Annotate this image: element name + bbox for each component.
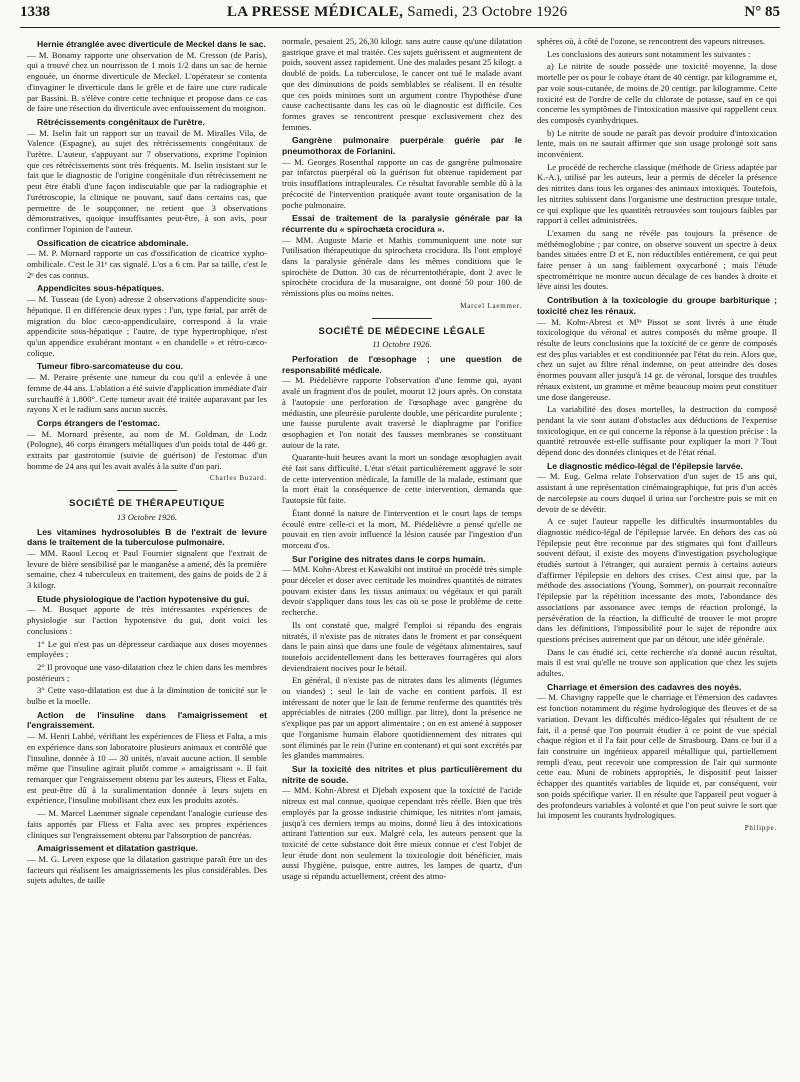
article-heading: Appendicites sous-hépatiques.	[37, 283, 165, 294]
header-rule	[20, 27, 780, 28]
article-heading: Sur la toxicité des nitrites et plus particulièrement du nitrite de soude.	[282, 764, 522, 785]
article-text: sphères où, à côté de l'ozone, se rencontrent des vapeurs nitreuses.	[537, 36, 766, 46]
author-signature: Philippe.	[744, 823, 777, 832]
journal-title	[227, 4, 567, 21]
article-text: Étant donné la nature de l'intervention et le court laps de temps écoulé entre celle-ci et la mort, M. Piédelièvre a pensé qu'elle ne pouvait en rien avoir influencé la lésion causée par l'ingestion d'un morceau d'os.	[282, 507, 522, 550]
column-3	[537, 36, 777, 838]
article-heading: Hernie étranglée avec diverticule de Meckel dans le sac.	[37, 39, 266, 49]
article-text: b) Le nitrite de soude ne paraît pas devoir produire d'intoxication lente, mais on ne saurait affirmer que son usage prolongé soit sans inconvénient.	[537, 127, 777, 160]
article-text: — M. P. Mornard rapporte un cas d'ossification de cicatrice xypho-ombilicale. C'est le 31ᵉ cas signalé. L'os a 6 cm. Par sa taille, c'est le 2ᵉ des cas connus.	[27, 248, 267, 280]
article-text: Les conclusions des auteurs sont notamment les suivantes :	[547, 48, 751, 59]
article-text: — M. Piédelièvre rapporte l'observation d'une femme qui, ayant avalé un fragment d'os de poulet, mourut 12 jours après. On constata à l'autopsie une perforation de l'œsophage avec gangrène du médiastin, une pleurésie purulente double, une péricardite purulente ; une fausse purulente avait traversé le diaphragme par l'orifice œsophagien et l'on notait des fausses membranes se constituant autour de la rate.	[282, 375, 522, 450]
article-text: — M. Mornard présente, au nom de M. Goldman, de Lodz (Pologne), 46 corps étrangers métalliques d'un poids total de 446 gr. extraits par gastrotomie (suivie de guérison) de l'estomac d'un homme de 24 ans qui les avait avalés à la suite d'un pari.	[27, 428, 267, 471]
article-text: 1° Le gui n'est pas un dépresseur cardiaque aux doses moyennes employées ;	[27, 638, 267, 660]
article-text: L'examen du sang ne révèle pas toujours la présence de méthémoglobine ; par contre, on observe souvent un spectre à deux bandes situées entre D et E, non réductibles entièrement, ce qui peut faire penser à un sang faiblement oxycarboné ; mais l'étude spectrométrique ne montre aucun décalage de ces bandes à droite et lève ainsi les doutes.	[537, 227, 777, 292]
article-text: — M. Peraire présente une tumeur du cou qu'il a enlevée à une femme de 44 ans. L'ablation a été suivie d'application immédiate d'air surchauffé à 1.800°. Cette tumeur avait été traitée auparavant par les rayons X et le radium sans aucun succès.	[27, 372, 267, 415]
issue-date: Samedi, 23 Octobre 1926	[407, 4, 568, 20]
article-text: normale, pesaient 25, 26,30 kilogr. sans autre cause qu'une dilatation gastrique grave et mal traitée. Ces sujets guérissent et augmentent de poids, souvent assez rapidement. Une des malades pesant 25 kilogr. a doublé de poids. La tuberculose, le cancer ont tué le malade avant que des diminutions de poids semblables se réalisent. Il en résulte que ces poids minimes sont un argument contre l'hypothèse d'une cause cachectisante dans les cas où le diagnostic est difficile. Ces formes graves se rencontrent presque exclusivement chez des femmes.	[282, 36, 522, 132]
article-heading: Ossification de cicatrice abdominale.	[37, 237, 189, 248]
section-divider	[117, 490, 177, 491]
article-text: — M. Iselin fait un rapport sur un travail de M. Miralles Vila, de Valence (Espagne), au sujet des rétrécissements congénitaux de l'urètre. L'auteur, s'appuyant sur 7 observations, exprime l'opinion que ces rétrécissements sont très fréquents. M. Iselin insistant sur le fait que le diagnostic de l'origine congénitale d'un rétrécissement ne peut être établi d'une façon indiscutable que par la radiographie et l'urétroscopie, la clinique ne pouvant, sauf dans certains cas, que permettre de le soupçonner, ne retient que 3 observations démonstratives, quoique insuffisantes peut-être, à son avis, pour confirmer l'opinion de l'auteur.	[27, 127, 267, 234]
article-text: En général, il n'existe pas de nitrates dans les aliments (légumes ou viandes) ; seul le lait de vache en contient parfois. Il est intéressant de noter que le lait de femme renferme des quantités très appréciables de nitrates (200 milligr. par litre), dont la présence ne s'explique pas par un apport alimentaire ; on en est amené à supposer que l'organisme humain élabore quotidiennement des nitrates qui sont éliminés par le rein (l'urine en contenant) et qui sont excrétés par les glandes mammaires.	[282, 675, 522, 761]
article-text: — M. Marcel Laemmer signale cependant l'analogie curieuse des faits apportés par Fliess et Falta avec ses propres expériences cliniques sur l'engraissement obtenu par l'absorption de pancréas.	[27, 808, 267, 840]
author-signature: Charles Buzard.	[209, 474, 267, 483]
article-text: — M. Georges Rosenthal rapporte un cas de gangrène pulmonaire par infarctus puerpéral où la guérison fut obtenue rapidement par trois insufflations intrapleurales. Ce résultat favorable semble dû à la précocité de l'intervention pratiquée avant toute organisation de la poche pulmonaire.	[282, 156, 522, 210]
article-text: — M. Eug. Gelma relate l'observation d'un sujet de 15 ans qui, assistant à une représentation cinématographique, fut pris d'un accès de narcolepsie au cours duquel il urina sur l'orchestre puis se mit en devoir de se dévêtir.	[537, 471, 777, 514]
article-text: — M. G. Leven expose que la dilatation gastrique paraît être un des facteurs qui réalisent les amaigrissements les plus considérables. Des sujets adultes, de taille	[27, 853, 267, 886]
article-text: — M. Busquet apporte de très intéressantes expériences de physiologie sur l'action hypotensive du gui, dont voici les conclusions :	[27, 604, 267, 636]
article-text: — MM. Raoul Lecoq et Paul Fournier signalent que l'extrait de levure de bière sensibilisé par le manganèse a amené, dès la première semaine, chez 4 tuberculeux en traitement, des gains de poids de 2 à 3 kilogr.	[27, 547, 267, 591]
society-date: 11 Octobre 1926.	[372, 339, 432, 350]
article-heading: Corps étrangers de l'estomac.	[37, 417, 160, 428]
article-text: Dans le cas étudié ici, cette recherche n'a donné aucun résultat, mais il est vrai qu'elle ne trouve son application que chez les sujets adultes.	[537, 646, 777, 679]
article-text: — M. Kohn-Abrest et Mˡˡᵉ Pissot se sont livrés à une étude toxicologique du véronal et autres composés du même groupe. Il résulte de leurs conclusions que la toxicité de ce genre de composés est des plus variables et est conditionnée par l'état du rein. Alors que, chez un sujet au filtre rénal indemne, on peut atteindre des doses énormes pouvant aller jusqu'à 14 gr. de véronal, lorsque des troubles rénaux existent, un gramme et même beaucoup moins peut constituer une dose dangereuse.	[537, 316, 777, 402]
article-heading: Etude physiologique de l'action hypotensive du gui.	[37, 593, 250, 604]
page-header	[20, 4, 780, 24]
article-text: Ils ont constaté que, malgré l'emploi si répandu des engrais nitratés, il n'existe pas de nitrates dans le froment et par conséquent dans le pain ainsi que dans une foule de végétaux alimentaires, sauf toutefois accidentellement dans les betteraves fourragères qui alors deviendraient nocives pour le bétail.	[282, 619, 522, 673]
article-text: — MM. Kohn-Abrest et Djebah exposent que la toxicité de l'acide nitreux est mal connue, quoique cependant très réelle. Bien que très employés par la grosse industrie chimique, les nitrites n'ont jamais, jusqu'à ces derniers temps au moins, donné lieu à des intoxications attirant l'attention sur eux. Malgré cela, les auteurs pensent que la toxicité de cette substance doit être mieux connue et c'est l'objet de leur étude dont non seulement la toxicologie doit bénéficier, mais aussi l'hygiène, puisque, entre autres, les lampes de quartz, d'un usage si répandu actuellement, créent des atmo-	[282, 785, 522, 882]
society-heading: SOCIÉTÉ DE MÉDECINE LÉGALE	[318, 325, 486, 337]
article-text: — M. Henri Labbé, vérifiant les expériences de Fliess et Falta, a mis en expérience dans son laboratoire plusieurs animaux et contrôlé que l'insuline, donnée à 10 — 30 unités, n'avait aucune action. Il semble même que l'insuline agirait plutôt comme « amaigrissant ». Il fait remarquer que l'engraissement obtenu par les auteurs, Fliess et Falta, est peut-être dû à la suralimentation donnée à leurs sujets en expérience, l'insuline mobilisant chez eux les produits azotés.	[27, 731, 267, 806]
article-heading: Amaigrissement et dilatation gastrique.	[37, 843, 198, 854]
article-heading: Sur l'origine des nitrates dans le corps humain.	[292, 553, 486, 564]
article-heading: Essai de traitement de la paralysie générale par la récurrente du « spirochæta crocidura ».	[282, 213, 522, 234]
article-text: Quarante-huit heures avant la mort un sondage œsophagien avait été fait sans difficulté. L'état s'était particulièrement aggravé le soir de cette intervention médicale, la famille de la malade, estimant que la mort était la conséquence de cette intervention, demanda que l'autopsie fût faite.	[282, 452, 522, 506]
issue-number: N° 85	[744, 4, 780, 20]
column-1	[27, 36, 267, 888]
article-text: La variabilité des doses mortelles, la destruction du composé pendant la vie sont autant d'obstacles aux déductions de l'expertise toxicologique, en ce qui concerne la réponse à la question précise : la quantité retrouvée est-elle suffisante pour expliquer la mort ? Tout dépend donc des données cliniques et de l'état rénal.	[537, 404, 777, 458]
article-text: 3° Cette vaso-dilatation est due à la diminution de tonicité sur le bulbe et la moelle.	[27, 685, 267, 707]
article-text: A ce sujet l'auteur rappelle les difficultés insurmontables du diagnostic médico-légal de l'épilepsie larvée. En dehors des cas où l'épilepsie peut être reconnue par des stigmates qui font d'ailleurs souvent défaut, il existe des moyens d'investigation psychologique étudiés surtout à l'étranger, qui auraient permis à certains auteurs d'affirmer l'épilepsie en dehors des crises. C'est ainsi que, par la méthode des associations (Young, Sommer), on pourrait reconnaître l'épilepsie par la répétition incessante des mots, l'abondance des associations par assonance avec temps de réaction prolongé, la persévération de la réaction, la difficulté de trouver le mot propre dans les définitions, l'impossibilité pour le sujet de répondre aux questions précises autrement que par un détour, une idée générale.	[537, 516, 777, 644]
article-heading: Tumeur fibro-sarcomateuse du cou.	[37, 361, 183, 372]
society-heading: SOCIÉTÉ DE THÉRAPEUTIQUE	[69, 498, 225, 510]
article-heading: Charriage et émersion des cadavres des noyés.	[547, 681, 742, 692]
article-heading: Les vitamines hydrosolubles B de l'extrait de levure dans le traitement de la tuberculose pulmonaire.	[27, 526, 267, 548]
article-text: — MM. Kohn-Abrest et Kawakibi ont institué un procédé très simple pour déceler et doser avec certitude les moindres quantités de nitrates pouvant exister dans les tissus animaux ou végétaux et qui paraît devoir s'appliquer dans tous les cas où se pose le problème de cette recherche.	[282, 564, 522, 618]
society-date: 13 Octobre 1926.	[116, 511, 178, 522]
journal-name: LA PRESSE MÉDICALE,	[226, 4, 404, 20]
article-text: — M. Chavigny rappelle que le charriage et l'émersion des cadavres est fonction notamment du régime hydrologique des fleuves et de sa variation. Devant les difficultés médico-légales qui résultent de ce fait, il a pensé que l'on pourrait étudier à ce point de vue spécial chaque région et il l'a fait pour celle de Strasbourg. Dans ce but il a fait construire un ingénieux appareil métallique qui, partiellement rempli d'eau, peut recevoir une compression de l'air qui surmonte cette eau. Muni de robinets appropriés, le dispositif peut laisser échapper des quantités variables de liquide et, par conséquent, voir son poids spécifique varier. Il en résulte que l'appareil peut voguer à des profondeurs variables à volonté et que l'on peut suivre le sort que lui imposent les courants hydrologiques.	[537, 692, 777, 821]
article-heading: Le diagnostic médico-légal de l'épilepsie larvée.	[547, 460, 743, 471]
article-heading: Contribution à la toxicologie du groupe barbiturique ; toxicité chez les rénaux.	[537, 295, 777, 316]
column-2	[282, 36, 522, 884]
article-text: — M. Tusseau (de Lyon) adresse 2 observations d'appendicite sous-hépatique. Il en différencie deux types : l'un, type fœtal, par arrêt de migration du bloc cæco-appendiculaire, correspond à la vraie appendicite sous-hépatique ; l'autre, de type hypertrophique, n'est qu'un appendice exubérant montant « en chandelle » et rétro-cæco-colique.	[27, 294, 267, 358]
section-divider	[372, 318, 432, 319]
article-heading: Gangrène pulmonaire puerpérale guérie par le pneumothorax de Forlanini.	[282, 135, 522, 157]
article-text: Le procédé de recherche classique (méthode de Griess adaptée par K.-A.), utilisé par les auteurs, leur a permis de déceler la présence des nitrites dans tous les organes des animaux intoxiqués. Toutefois, les nitrites subissent dans l'organisme une destruction presque totale, ce qui explique que les quantités retrouvées sont toujours faibles par rapport à celles administrées.	[537, 161, 777, 226]
article-text: 2° Il provoque une vaso-dilatation chez le chien dans les membres postérieurs ;	[27, 661, 267, 683]
article-text: — M. Bonamy rapporte une observation de M. Cresson (de Paris), qui a trouvé chez un nourrisson de 1 mois 1/2 dans un sac de hernie engouée, un énorme diverticule de Meckel. L'opérateur se contenta d'invaginer le diverticule dans le grêle et de faire une cure radicale par Bassini. B. s'élève contre cette technique et propose dans ce cas de faire une résection du diverticule avec enfouissement du moignon.	[27, 49, 267, 114]
article-heading: Rétrécissements congénitaux de l'urètre.	[37, 116, 205, 127]
article-text: — MM. Auguste Marie et Mathis communiquent une note sur l'utilisation thérapeutique du spirochæta crocidura. Ils l'ont employé dans la paralysie générale dans les mêmes conditions que le spirochète de Dutton. 30 cas de récurrentothérapie, dont 2 avec le spirochète crocidura de la musaraigne, ont donné 50 pour 100 de rémissions plus ou moins nettes.	[282, 234, 522, 299]
article-heading: Action de l'insuline dans l'amaigrissement et l'engraissement.	[27, 709, 267, 731]
author-signature: Marcel Laemmer.	[460, 301, 522, 310]
article-text: a) Le nitrite de soude possède une toxicité moyenne, la dose mortelle per os pour le cobaye étant de 40 centigr. par kilogramme et, par voie sous-cutanée, de moins de 20 centigr. par kilogramme. Cette toxicité est de l'ordre de celle du chlorate de potasse, sauf en ce qui concerne les symptômes de l'intoxication massive qui rappellent ceux des composés cyanhydriques.	[537, 61, 777, 125]
article-heading: Perforation de l'œsophage ; une question de responsabilité médicale.	[282, 353, 522, 375]
page-number: 1338	[20, 4, 50, 20]
